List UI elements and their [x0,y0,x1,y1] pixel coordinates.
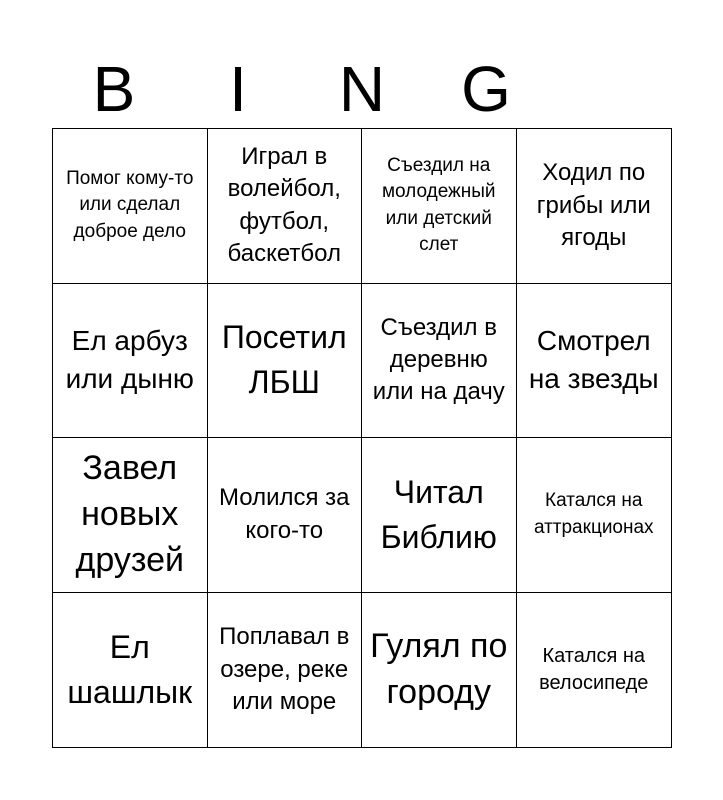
cell-text: Завел новых друзей [75,448,184,579]
bingo-cell[interactable] [517,284,672,439]
cell-text: Поплавал в озере, реке или море [219,623,350,715]
cell-text: Ходил по грибы или ягоды [536,159,651,251]
header-letter-i: I [229,53,247,125]
bingo-cell[interactable] [53,284,208,439]
cell-text: Читал Библию [380,473,497,555]
bingo-cell[interactable] [208,593,363,748]
bingo-cell[interactable] [53,593,208,748]
cell-text: Посетил ЛБШ [221,319,347,401]
cell-text: Съездил на молодежный или детский слет [381,154,496,256]
bingo-header [52,50,672,128]
bingo-cell[interactable] [517,129,672,284]
bingo-cell[interactable] [517,593,672,748]
bingo-cell[interactable] [362,129,517,284]
header-letter-b: B [92,53,136,125]
header-letter-n: N [338,53,386,125]
cell-text: Съездил в деревню или на дачу [372,313,505,406]
cell-text: Помог кому-то или сделал доброе дело [66,167,194,243]
header-letter-g: G [461,53,511,125]
cell-text: Гулял по городу [370,626,508,711]
bingo-cell[interactable] [208,438,363,593]
bingo-cell[interactable] [362,593,517,748]
bingo-cell[interactable] [53,438,208,593]
cell-text: Катался на аттракционах [533,490,654,538]
cell-text: Катался на велосипеде [539,644,649,694]
cell-text: Смотрел на звезды [528,325,659,395]
bingo-cell[interactable] [517,438,672,593]
cell-text: Ел шашлык [67,628,193,710]
bingo-cell[interactable] [362,438,517,593]
bingo-cell[interactable] [208,129,363,284]
cell-text: Играл в волейбол, футбол, баскетбол [227,142,341,268]
bingo-cell[interactable] [53,129,208,284]
bingo-board [52,128,672,748]
cell-text: Ел арбуз или дыню [65,325,194,395]
bingo-cell[interactable] [362,284,517,439]
cell-text: Молился за кого-то [218,484,350,544]
bingo-cell[interactable] [208,284,363,439]
